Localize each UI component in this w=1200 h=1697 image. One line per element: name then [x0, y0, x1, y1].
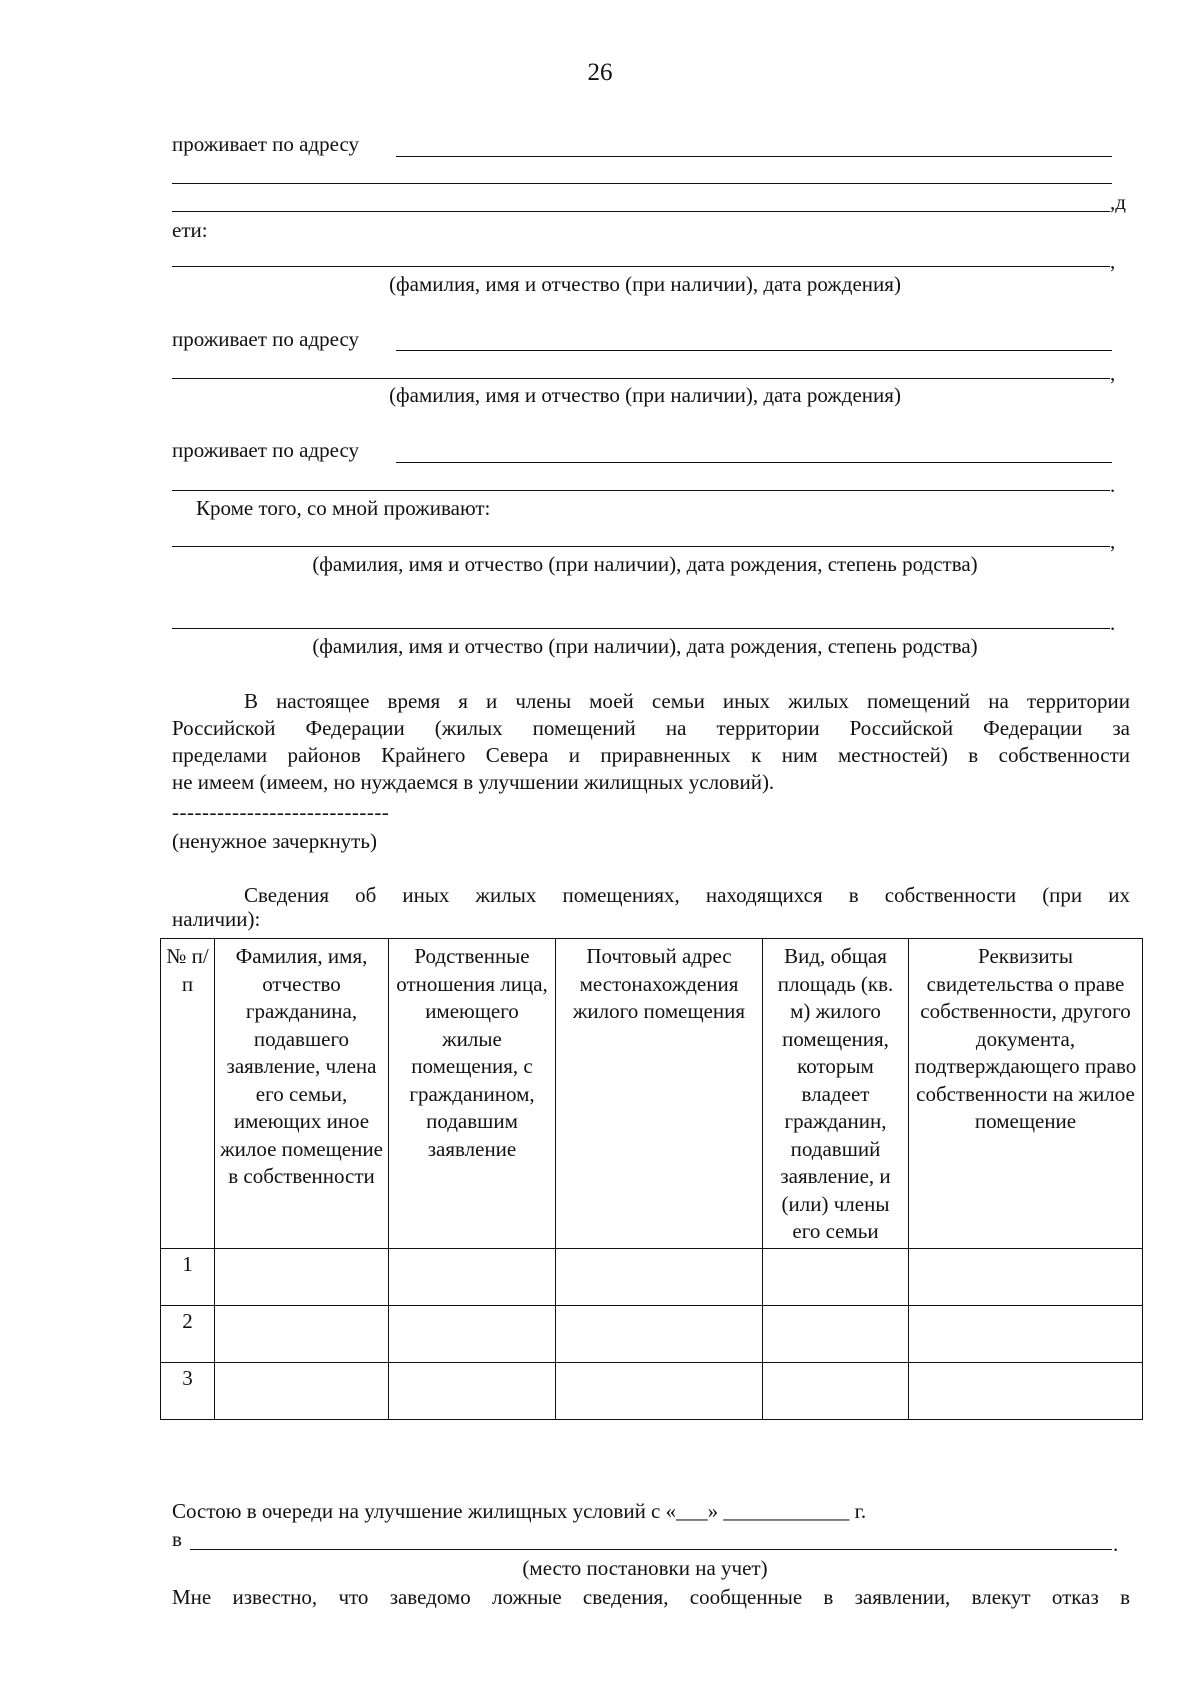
table-cell[interactable]	[556, 1362, 763, 1419]
period-3: .	[1113, 1532, 1119, 1556]
closing-line: Мне известно, что заведомо ложные сведения, сообщенные в заявлении, влекут отказ в	[172, 1585, 1130, 1609]
table-row	[161, 1248, 1143, 1305]
table-intro-line-1: Сведения об иных жилых помещениях, находящихся в собственности (при их	[244, 883, 1130, 907]
table-cell[interactable]	[556, 1305, 763, 1362]
table-cell[interactable]	[215, 1248, 389, 1305]
queue-prefix: в	[172, 1527, 182, 1551]
header-full-name: Фамилия, имя, отчество гражданина, подавшего заявление, члена его семьи, имеющих иное жилое помещение в собственности	[215, 939, 389, 1249]
row-number: 1	[161, 1248, 215, 1305]
dash-separator: -----------------------------	[172, 800, 390, 824]
table-cell[interactable]	[909, 1362, 1143, 1419]
header-type-area: Вид, общая площадь (кв. м) жилого помещения, которым владеет гражданин, подавший заявление, и (или) члены его семьи	[763, 939, 909, 1249]
person-2-field[interactable]	[172, 378, 1110, 379]
header-number: № п/п	[161, 939, 215, 1249]
address-field-1-line2[interactable]	[172, 183, 1112, 184]
properties-table	[160, 938, 1143, 1420]
relative-1-caption: (фамилия, имя и отчество (при наличии), дата рождения, степень родства)	[312, 552, 978, 576]
also-living-label: Кроме того, со мной проживают:	[196, 496, 491, 520]
address-field-3[interactable]	[396, 462, 1112, 463]
table-header-row	[161, 939, 1143, 1249]
continuation-text: ети:	[172, 218, 208, 242]
table-intro-line-2: наличии):	[172, 907, 261, 931]
relative-2-field[interactable]	[172, 628, 1110, 629]
strike-note: (ненужное зачеркнуть)	[172, 829, 377, 853]
table-cell[interactable]	[763, 1248, 909, 1305]
queue-place-field[interactable]	[190, 1549, 1112, 1550]
person-2-caption: (фамилия, имя и отчество (при наличии), дата рождения)	[389, 383, 901, 407]
ownership-line-3: пределами районов Крайнего Севера и приравненных к ним местностей) в собственности	[172, 743, 1130, 767]
table-cell[interactable]	[389, 1248, 556, 1305]
queue-text: Состою в очереди на улучшение жилищных условий с «___» ____________ г.	[172, 1499, 867, 1523]
queue-place-caption: (место постановки на учет)	[522, 1556, 768, 1580]
table-cell[interactable]	[763, 1362, 909, 1419]
comma-3: ,	[1110, 529, 1116, 553]
ownership-line-2: Российской Федерации (жилых помещений на территории Российской Федерации за	[172, 716, 1130, 740]
table-intro	[172, 883, 1130, 931]
table-cell[interactable]	[389, 1305, 556, 1362]
table-row	[161, 1305, 1143, 1362]
ownership-line-1: В настоящее время я и члены моей семьи иных жилых помещений на территории	[244, 689, 1130, 713]
person-1-field[interactable]	[172, 266, 1110, 267]
page-number: 26	[587, 59, 613, 86]
address-label-1: проживает по адресу	[172, 132, 360, 156]
row-number: 2	[161, 1305, 215, 1362]
table-row	[161, 1362, 1143, 1419]
table-cell[interactable]	[215, 1305, 389, 1362]
table-cell[interactable]	[389, 1362, 556, 1419]
address-field-2[interactable]	[396, 350, 1112, 351]
period-1: .	[1110, 473, 1116, 497]
person-1-caption: (фамилия, имя и отчество (при наличии), дата рождения)	[389, 272, 901, 296]
address-label-2: проживает по адресу	[172, 327, 360, 351]
address-label-3: проживает по адресу	[172, 438, 360, 462]
table-cell[interactable]	[556, 1248, 763, 1305]
table-cell[interactable]	[215, 1362, 389, 1419]
period-2: .	[1110, 611, 1116, 635]
header-ownership-docs: Реквизиты свидетельства о праве собственности, другого документа, подтверждающего право собственности на жилое помещение	[909, 939, 1143, 1249]
relative-1-field[interactable]	[172, 546, 1110, 547]
comma-2: ,	[1110, 361, 1116, 385]
row-number: 3	[161, 1362, 215, 1419]
line3-suffix: ,д	[1110, 190, 1126, 214]
ownership-line-4: не имеем (имеем, но нуждаемся в улучшении жилищных условий).	[172, 770, 775, 794]
table-cell[interactable]	[763, 1305, 909, 1362]
header-relationship: Родственные отношения лица, имеющего жилые помещения, с гражданином, подавшим заявление	[389, 939, 556, 1249]
comma-1: ,	[1110, 249, 1116, 273]
address-field-3-line2[interactable]	[172, 490, 1110, 491]
relative-2-caption: (фамилия, имя и отчество (при наличии), дата рождения, степень родства)	[312, 634, 978, 658]
address-field-1-line3[interactable]	[172, 211, 1110, 212]
table-cell[interactable]	[909, 1305, 1143, 1362]
address-field-1[interactable]	[396, 156, 1112, 157]
table-cell[interactable]	[909, 1248, 1143, 1305]
header-postal-address: Почтовый адрес местонахождения жилого помещения	[556, 939, 763, 1249]
ownership-paragraph	[172, 688, 1130, 796]
